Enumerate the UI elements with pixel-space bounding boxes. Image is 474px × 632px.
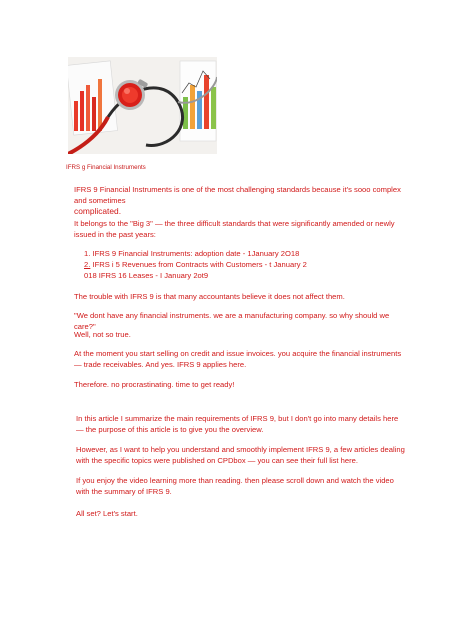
- paragraph-intro: IFRS 9 Financial Instruments is one of the most challenging standards because it's sooo complex and sometimes: [74, 185, 401, 205]
- image-caption: IFRS g Financial Instruments: [66, 164, 146, 171]
- paragraph-not-true: Well, not so true.: [74, 330, 131, 339]
- paragraph-quote: "We dont have any financial instruments. we are a manufacturing company. so why should we care?": [74, 311, 390, 331]
- standards-list: [84, 248, 414, 281]
- paragraph-trouble: The trouble with IFRS 9 is that many accountants believe it does not affect them.: [74, 292, 345, 301]
- list-item: 2. IFRS i 5 Revenues from Contracts with Customers - t January 2: [84, 260, 307, 269]
- paragraph-credit: At the moment you start selling on credit and issue invoices. you acquire the financial instruments — trade receivables. And yes. IFRS 9 applies here.: [74, 349, 402, 369]
- article-intro: [74, 184, 404, 217]
- stethoscope-chart-illustration: [68, 57, 217, 154]
- paragraph-summary: In this article I summarize the main requirements of IFRS 9, but I don't go into many details here — the purpose of this article is to give you the overview.: [76, 414, 399, 434]
- paragraph-start: All set? Let's start.: [76, 509, 138, 518]
- list-item: 018 IFRS 16 Leases - I January 2ot9: [84, 271, 209, 280]
- hero-image: [68, 57, 217, 154]
- paragraph-articles: However, as I want to help you understand and smoothly implement IFRS 9, a few articles dealing with the specific topics were published on CPDbox — you can see their full list here.: [76, 445, 405, 465]
- paragraph-ready: Therefore. no procrastinating. time to get ready!: [74, 380, 235, 389]
- paragraph-big3: It belongs to the "Big 3" — the three difficult standards that were significantly amended or newly issued in the past years:: [74, 219, 395, 239]
- paragraph-intro-cont: complicated.: [74, 206, 122, 216]
- paragraph-video: If you enjoy the video learning more than reading. then please scroll down and watch the video with the summary of IFRS 9.: [76, 476, 394, 496]
- list-item: 1. IFRS 9 Financial Instruments: adoption date - 1January 2O18: [84, 249, 300, 258]
